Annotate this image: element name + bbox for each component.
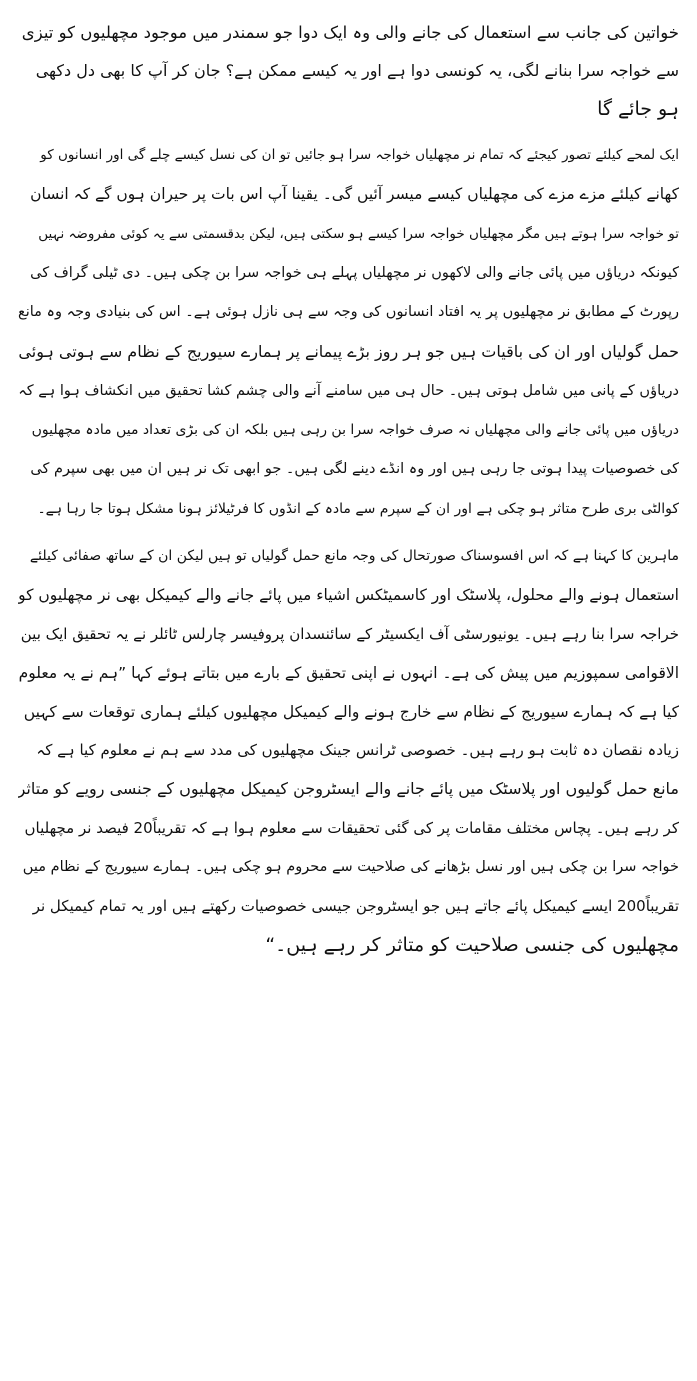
text-line: مچھلیوں کی جنسی صلاحیت کو متاثر کر رہے ہیں۔“ xyxy=(265,933,679,956)
text-line: تو خواجہ سرا ہوتے ہیں مگر مچھلیاں خواجہ سرا کیسے ہو سکتی ہیں، لیکن بدقسمتی سے یہ کوئی مفروضہ نہیں xyxy=(38,225,679,242)
text-line: کر رہے ہیں۔ پچاس مختلف مقامات پر کی گئی تحقیقات سے معلوم ہوا ہے کہ تقریباً20 فیصد نر مچھلیاں xyxy=(24,819,679,838)
text-line: دریاؤں کے پانی میں شامل ہوتی ہیں۔ حال ہی میں سامنے آنے والی چشم کشا تحقیق میں انکشاف ہوا ہے کہ xyxy=(18,382,679,399)
text-line: کیونکہ دریاؤں میں پائی جانے والی لاکھوں نر مچھلیاں پہلے ہی خواجہ سرا بن چکی ہیں۔ دی ٹیلی گراف کی xyxy=(30,264,679,281)
text-line: تقریباً200 ایسے کیمیکل پائے جاتے ہیں جو ایسٹروجن جیسی خصوصیات رکھتے ہیں اور یہ تمام کیمیکل نر xyxy=(32,896,679,915)
text-line: خواتین کی جانب سے استعمال کی جانے والی وہ ایک دوا جو سمندر میں موجود مچھلیوں کو تیزی xyxy=(21,23,679,42)
text-line: سے خواجہ سرا بنانے لگی، یہ کونسی دوا ہے اور یہ کیسے ممکن ہے؟ جان کر آپ کا بھی دل دکھی xyxy=(35,61,679,80)
text-line: مانع حمل گولیوں اور پلاسٹک میں پائے جانے والے ایسٹروجن کیمیکل مچھلیوں کے جنسی رویے کو متاثر xyxy=(18,779,679,799)
text-line: خواجہ سرا بن چکی ہیں اور نسل بڑھانے کی صلاحیت سے محروم ہو چکی ہیں۔ ہمارے سیوریج کے نظام میں xyxy=(22,859,679,876)
text-line: ہو جائے گا xyxy=(597,98,679,120)
text-line: استعمال ہونے والے محلول، پلاسٹک اور کاسمیٹکس اشیاء میں پائے جانے والے کیمیکل بھی نر مچھلیوں کو xyxy=(18,585,679,604)
article-paragraph-intro xyxy=(18,14,679,128)
text-line: الاقوامی سمپوزیم میں پیش کی ہے۔ انہوں نے اپنی تحقیق کے بارے میں بتاتے ہوئے کہا ”ہم نے یہ معلوم xyxy=(18,663,679,682)
article-paragraph-body xyxy=(18,136,679,529)
text-line: دریاؤں میں پائی جانے والی مچھلیاں نہ صرف خواجہ سرا بن رہی ہیں بلکہ ان کی بڑی تعداد میں مادہ مچھلیوں xyxy=(31,422,679,439)
text-line: ایک لمحے کیلئے تصور کیجئے کہ تمام نر مچھلیاں خواجہ سرا ہو جائیں تو ان کی نسل کیسے چلے گی اور انسانوں کو xyxy=(40,147,679,163)
text-line: کیا ہے کہ ہمارے سیوریج کے نظام سے خارج ہونے والے کیمیکل مچھلیوں کیلئے ہماری توقعات سے کہیں xyxy=(23,702,679,721)
text-line: کی خصوصیات پیدا ہوتی جا رہی ہیں اور وہ انڈے دینے لگی ہیں۔ جو ابھی تک نر ہیں ان میں بھی سپرم کی xyxy=(30,461,679,478)
text-line: کوالٹی بری طرح متاثر ہو چکی ہے اور ان کے سپرم سے مادہ کے انڈوں کا فرٹیلائز ہونا مشکل ہوتا جا رہا ہے۔ xyxy=(37,500,679,517)
text-line: ماہرین کا کہنا ہے کہ اس افسوسناک صورتحال کی وجہ مانع حمل گولیاں تو ہیں لیکن ان کے ساتھ صفائی کیلئے xyxy=(29,547,679,564)
text-line: زیادہ نقصان دہ ثابت ہو رہے ہیں۔ خصوصی ٹرانس جینک مچھلیوں کی مدد سے ہم نے معلوم کیا ہے کہ xyxy=(36,741,679,760)
text-line: خراجہ سرا بنا رہے ہیں۔ یونیورسٹی آف ایکسیٹر کے سائنسدان پروفیسر چارلس ٹائلر نے یہ تحقیق ایک بین xyxy=(20,624,679,643)
text-line: کھانے کیلئے مزے مزے کی مچھلیاں کیسے میسر آئیں گی۔ یقینا آپ اس بات پر حیران ہوں گے کہ انسان xyxy=(30,185,679,204)
text-line: حمل گولیاں اور ان کی باقیات ہیں جو ہر روز بڑے پیمانے پر ہمارے سیوریج کے نظام سے ہوتی ہوئی xyxy=(18,342,679,362)
text-line: رپورٹ کے مطابق نر مچھلیوں پر یہ افتاد انسانوں کی وجہ سے ہی نازل ہوئی ہے۔ اس کی بنیادی وجہ وہ مانع xyxy=(18,304,679,321)
article-paragraph-experts xyxy=(18,537,679,965)
